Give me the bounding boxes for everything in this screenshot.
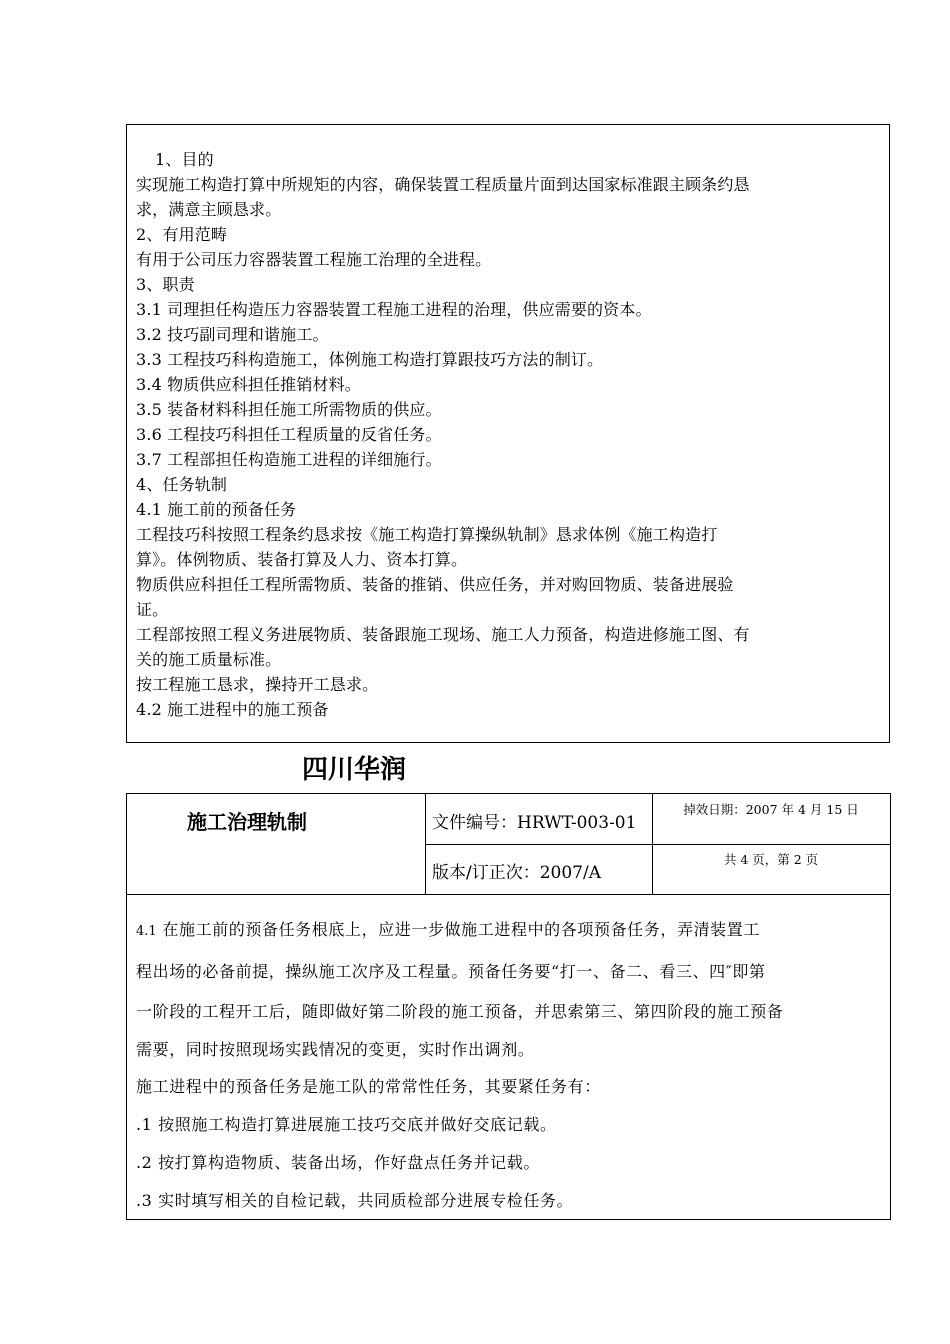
text-line: .1 按照施工构造打算进展施工技巧交底并做好交底记载。 bbox=[136, 1115, 557, 1134]
text-line: 3.7 工程部担任构造施工进程的详细施行。 bbox=[136, 450, 442, 469]
text-line: 3.4 物质供应科担任推销材料。 bbox=[136, 375, 361, 394]
text-span: 在施工前的预备任务根底上，应进一步做施工进程中的各项预备任务，弄清装置工 bbox=[156, 920, 760, 939]
document-number-label: 文件编号： bbox=[432, 813, 517, 833]
text-line: 按工程施工恳求，操持开工恳求。 bbox=[136, 675, 379, 694]
top-content-box bbox=[126, 124, 890, 743]
text-line: 3.1 司理担任构造压力容器装置工程施工进程的治理，供应需要的资本。 bbox=[136, 300, 652, 319]
table-divider bbox=[425, 844, 890, 845]
text-line: 3.3 工程技巧科构造施工，体例施工构造打算跟技巧方法的制订。 bbox=[136, 350, 604, 369]
effective-date: 掉效日期：2007 年 4 月 15 日 bbox=[683, 802, 859, 817]
text-line: 4.2 施工进程中的施工预备 bbox=[136, 700, 329, 719]
company-name: 四川华润 bbox=[302, 755, 407, 785]
document-number bbox=[432, 808, 636, 833]
text-line: 3.5 装备材料科担任施工所需物质的供应。 bbox=[136, 400, 442, 419]
text-line: 工程部按照工程义务进展物质、装备跟施工现场、施工人力预备，构造进修施工图、有 bbox=[136, 625, 750, 644]
text-line: 物质供应科担任工程所需物质、装备的推销、供应任务，并对购回物质、装备进展验 bbox=[136, 575, 734, 594]
text-line: 2、有用范畴 bbox=[136, 225, 228, 244]
text-line: 证。 bbox=[136, 600, 169, 619]
text-line: 有用于公司压力容器装置工程施工治理的全进程。 bbox=[136, 250, 492, 269]
version bbox=[432, 858, 601, 883]
text-line: 3、职责 bbox=[136, 275, 195, 294]
document-header-table bbox=[126, 793, 891, 895]
text-line: 3.6 工程技巧科担任工程质量的反省任务。 bbox=[136, 425, 442, 444]
section-number: 4.1 bbox=[136, 924, 157, 939]
text-line: .3 实时填写相关的自检记载，共同质检部分进展专检任务。 bbox=[136, 1191, 574, 1210]
text-line: 需要，同时按照现场实践情况的变更，实时作出调剂。 bbox=[136, 1040, 535, 1059]
page-count: 共 4 页，第 2 页 bbox=[723, 852, 819, 867]
bottom-content-box bbox=[126, 894, 891, 1220]
text-line: 一阶段的工程开工后，随即做好第二阶段的施工预备，并思索第三、第四阶段的施工预备 bbox=[136, 1002, 784, 1021]
document-title: 施工治理轨制 bbox=[187, 810, 307, 834]
text-line: 3.2 技巧副司理和谐施工。 bbox=[136, 325, 329, 344]
text-line: 实现施工构造打算中所规矩的内容，确保装置工程质量片面到达国家标准跟主顾条约恳 bbox=[136, 175, 750, 194]
text-line: 求，满意主顾恳求。 bbox=[136, 200, 282, 219]
text-line: .2 按打算构造物质、装备出场，作好盘点任务并记载。 bbox=[136, 1153, 540, 1172]
version-label: 版本/订正次： bbox=[432, 863, 540, 883]
text-line: 程出场的必备前提，操纵施工次序及工程量。预备任务要“打一、备二、看三、四″即第 bbox=[136, 962, 766, 981]
text-line: 施工进程中的预备任务是施工队的常常性任务，其要紧任务有： bbox=[136, 1077, 601, 1096]
version-value: 2007/A bbox=[539, 863, 602, 883]
text-line: 4、任务轨制 bbox=[136, 475, 228, 494]
text-line: 算》。体例物质、装备打算及人力、资本打算。 bbox=[136, 550, 468, 569]
text-line bbox=[136, 910, 882, 952]
text-line: 关的施工质量标准。 bbox=[136, 650, 282, 669]
document-number-value: HRWT-003-01 bbox=[517, 813, 637, 833]
text-line: 工程技巧科按照工程条约恳求按《施工构造打算操纵轨制》恳求体例《施工构造打 bbox=[136, 525, 718, 544]
text-line: 4.1 施工前的预备任务 bbox=[136, 500, 297, 519]
text-line: 1、目的 bbox=[155, 150, 214, 169]
